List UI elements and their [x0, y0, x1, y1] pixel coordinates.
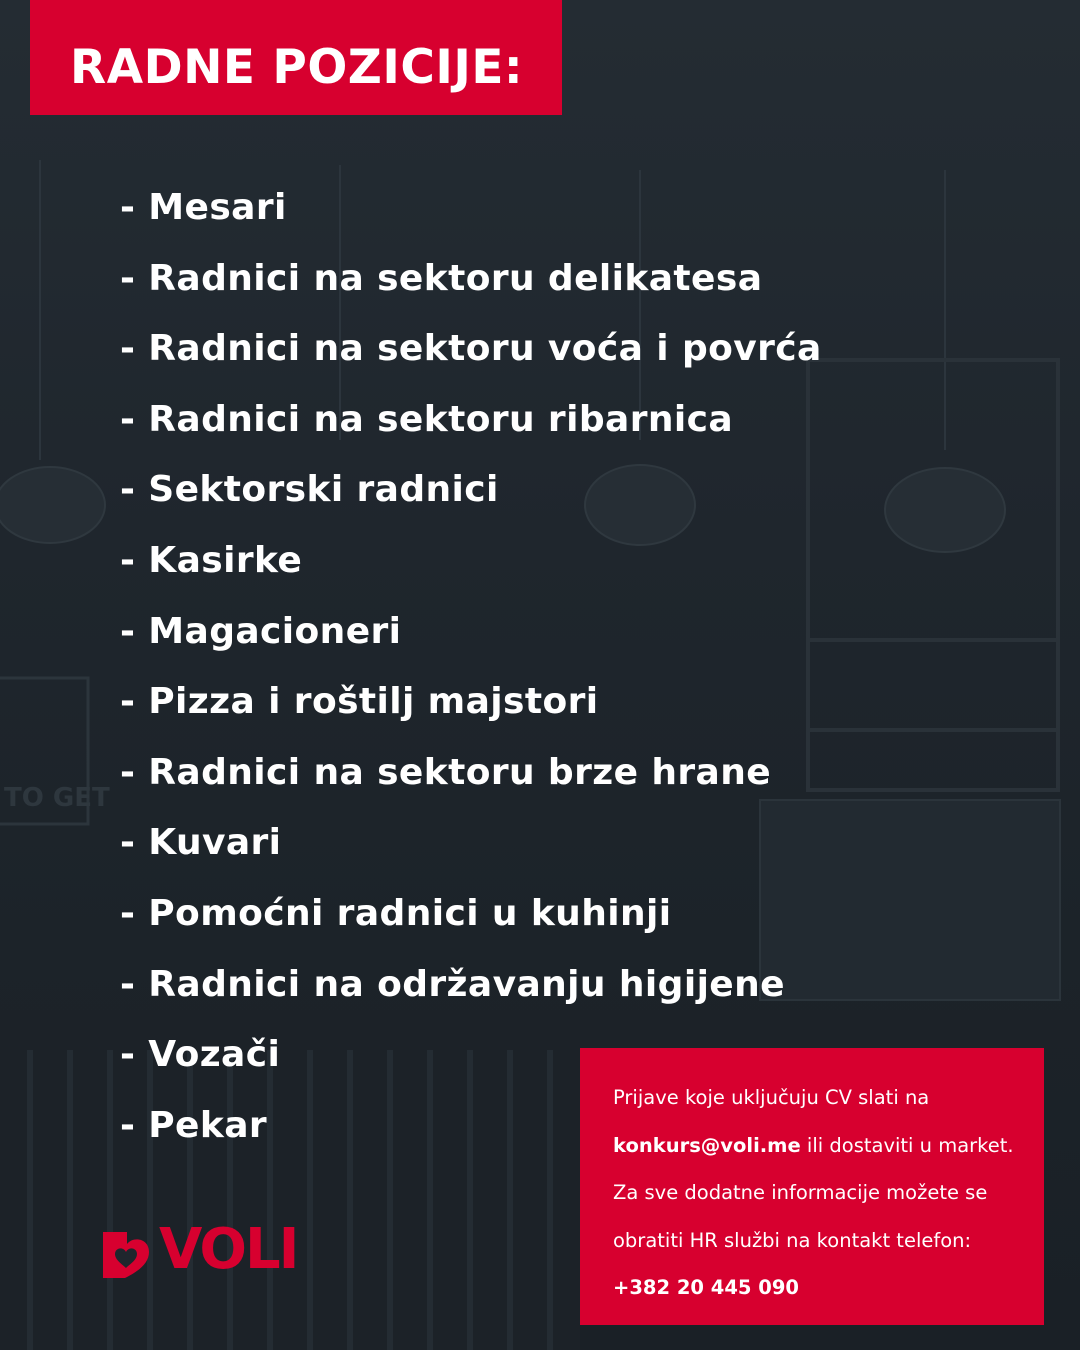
contact-info-box	[580, 1048, 1044, 1325]
contact-line-1: Prijave koje uključuju CV slati na	[613, 1086, 930, 1109]
voli-heart-logo-icon	[97, 1224, 153, 1280]
phone-number[interactable]: +382 20 445 090	[613, 1276, 799, 1299]
contact-line-5	[613, 1264, 1033, 1312]
list-item: - Mesari	[120, 187, 287, 228]
job-positions-list	[120, 173, 822, 1161]
contact-line-2	[613, 1122, 1033, 1170]
list-item: - Kasirke	[120, 539, 303, 581]
list-item: - Vozači	[120, 1034, 281, 1076]
contact-text	[613, 1074, 1033, 1312]
wall-sign-text: TO GET	[4, 783, 110, 813]
list-item: - Radnici na sektoru delikatesa	[120, 257, 763, 299]
contact-line-4: obratiti HR službi na kontakt telefon:	[613, 1228, 972, 1252]
list-item: - Pizza i roštilj majstori	[120, 681, 599, 723]
contact-line-2-rest: ili dostaviti u market.	[800, 1133, 1014, 1157]
list-item: - Radnici na sektoru ribarnica	[120, 398, 734, 440]
list-item: - Magacioneri	[120, 610, 402, 652]
voli-logo	[97, 1217, 298, 1282]
email-link[interactable]: konkurs@voli.me	[613, 1133, 801, 1157]
pendant-lamp-shade	[885, 468, 1005, 552]
list-item: - Pekar	[120, 1104, 268, 1146]
pendant-lamp-shade	[0, 467, 105, 543]
list-item: - Kuvari	[120, 822, 282, 864]
shelving-frame	[808, 360, 1058, 790]
title-banner	[30, 0, 562, 115]
list-item: - Pomoćni radnici u kuhinji	[120, 892, 672, 934]
list-item: - Radnici na sektoru brze hrane	[120, 751, 772, 793]
list-item: - Radnici na održavanju higijene	[120, 963, 785, 1005]
contact-line-3: Za sve dodatne informacije možete se	[613, 1181, 988, 1204]
list-item: - Radnici na sektoru voća i povrća	[120, 328, 822, 370]
list-item: - Sektorski radnici	[120, 469, 499, 511]
logo-wordmark: VOLI	[159, 1217, 298, 1282]
page-title: RADNE POZICIJE:	[70, 40, 524, 95]
